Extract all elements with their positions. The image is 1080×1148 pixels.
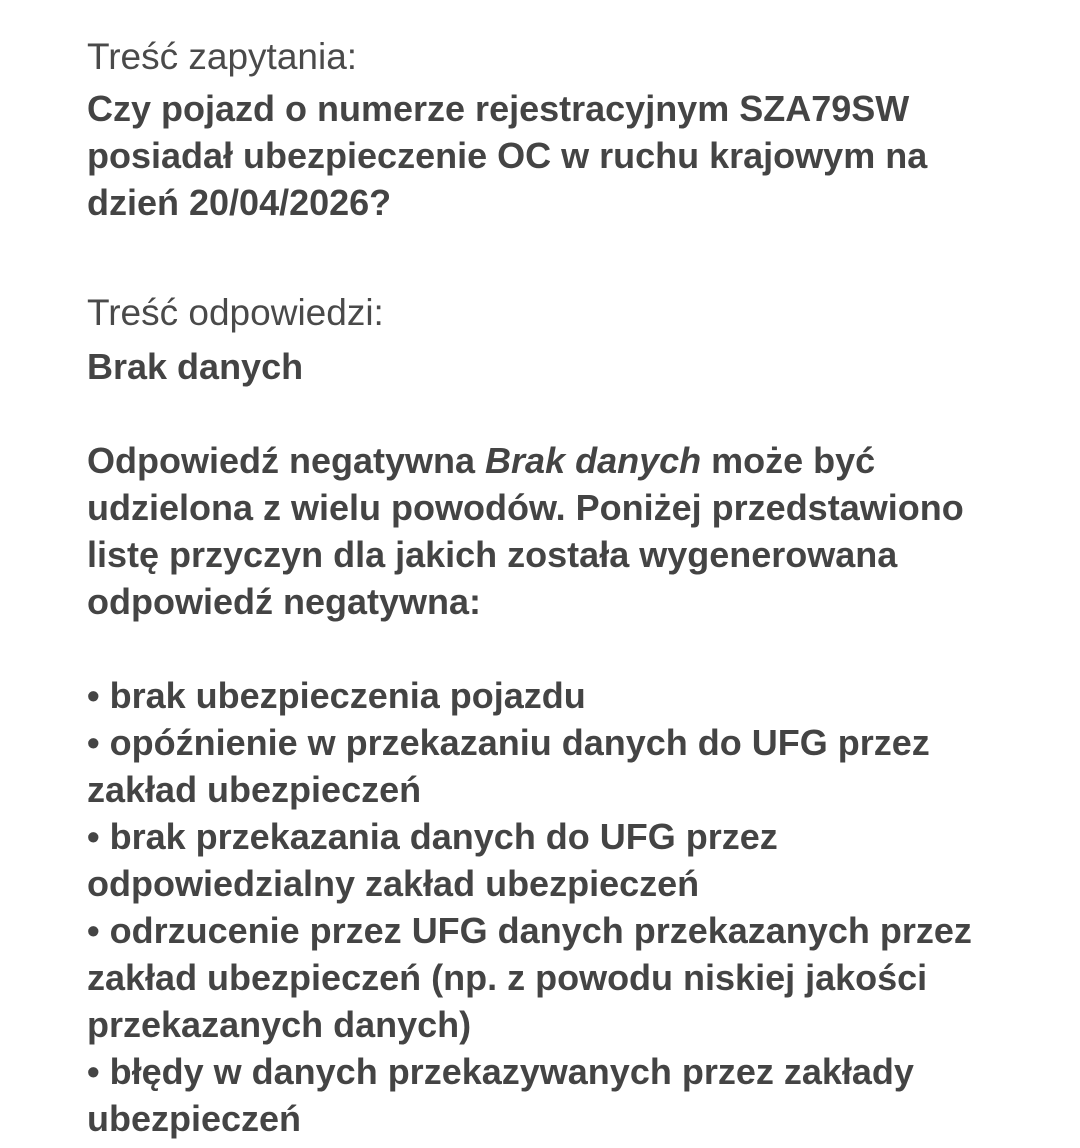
explanation-rest: może być udzielona z wielu powodów. Poniżej przedstawiono listę przyczyn dla jakich została wygenerowana odpowiedź negatywna: — [87, 440, 964, 622]
explanation-paragraph — [87, 437, 1027, 625]
query-text: Czy pojazd o numerze rejestracyjnym SZA79SW posiadał ubezpieczenie OC w ruchu krajowym na dzień 20/04/2026? — [87, 88, 928, 223]
bullet: • — [87, 722, 100, 763]
reason-text: opóźnienie w przekazaniu danych do UFG przez zakład ubezpieczeń — [87, 722, 930, 810]
reason-text: brak ubezpieczenia pojazdu — [109, 675, 586, 716]
explanation-intro: Odpowiedź negatywna — [87, 440, 486, 481]
reason-text: błędy w danych przekazywanych przez zakłady ubezpieczeń — [87, 1051, 914, 1139]
bullet: • — [87, 910, 100, 951]
answer-text: Brak danych — [87, 346, 304, 387]
reasons-list — [87, 672, 1027, 1142]
list-item — [87, 672, 1027, 719]
bullet: • — [87, 816, 100, 857]
bullet: • — [87, 675, 100, 716]
list-item — [87, 719, 1027, 813]
bullet: • — [87, 1051, 100, 1092]
list-item — [87, 907, 1027, 1048]
reason-text: odrzucenie przez UFG danych przekazanych przez zakład ubezpieczeń (np. z powodu niskiej jakości przekazanych danych) — [87, 910, 972, 1045]
query-label: Treść zapytania: — [87, 36, 358, 77]
reason-text: brak przekazania danych do UFG przez odpowiedzialny zakład ubezpieczeń — [87, 816, 778, 904]
list-item — [87, 813, 1027, 907]
list-item — [87, 1048, 1027, 1142]
explanation-emphasis: Brak danych — [485, 440, 702, 481]
answer-label: Treść odpowiedzi: — [87, 292, 384, 333]
